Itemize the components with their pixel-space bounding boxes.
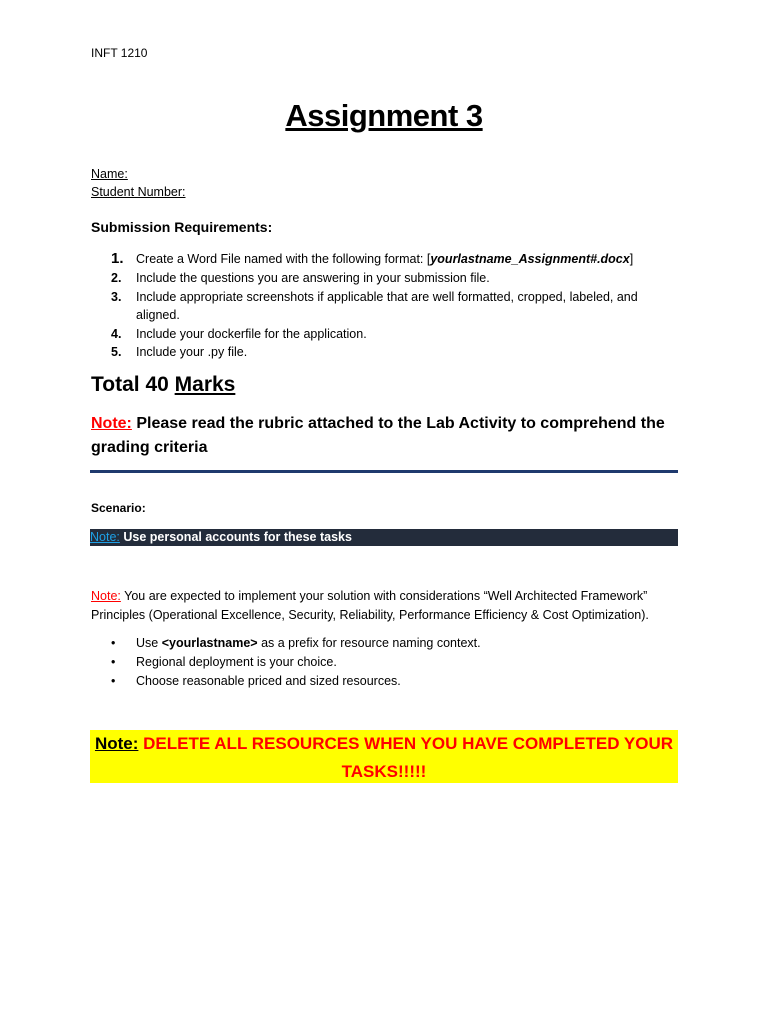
personal-note-text: Use personal accounts for these tasks xyxy=(119,530,352,544)
total-marks-word: Marks xyxy=(174,373,236,396)
bullet-text-end: as a prefix for resource naming context. xyxy=(257,636,481,650)
submission-list xyxy=(91,249,671,362)
list-text: Include your .py file. xyxy=(136,345,248,359)
list-item xyxy=(91,653,671,672)
submission-heading: Submission Requirements: xyxy=(91,219,273,235)
prefix-placeholder: <yourlastname> xyxy=(161,636,258,650)
list-text: Include your dockerfile for the application. xyxy=(136,326,367,341)
list-number: 4. xyxy=(111,326,122,341)
delete-resources-note xyxy=(90,730,678,783)
student-number-label: Student Number: xyxy=(91,185,186,199)
list-text: Include appropriate screenshots if applicable that are well formatted, cropped, labeled, and aligned. xyxy=(136,289,638,322)
name-label: Name: xyxy=(91,167,128,181)
bullet-text: Use xyxy=(136,636,162,650)
list-item xyxy=(91,249,671,269)
rubric-note-text: Please read the rubric attached to the Lab Activity to comprehend the grading criteria xyxy=(91,415,665,456)
page-title: Assignment 3 xyxy=(285,98,483,133)
rubric-note xyxy=(91,412,681,460)
list-item xyxy=(91,288,671,325)
scenario-label: Scenario: xyxy=(91,501,146,515)
personal-accounts-note xyxy=(90,529,678,546)
delete-note-text: DELETE ALL RESOURCES WHEN YOU HAVE COMPLETED YOUR TASKS!!!!! xyxy=(138,734,674,781)
divider xyxy=(90,470,678,473)
bullet-icon: • xyxy=(111,674,116,688)
list-number: 2. xyxy=(111,271,122,285)
rubric-note-label: Note: xyxy=(91,415,132,432)
total-prefix: Total 40 xyxy=(91,373,175,396)
list-number: 1. xyxy=(111,250,124,267)
list-item xyxy=(91,343,671,362)
guidelines-list xyxy=(91,634,671,691)
list-text: Create a Word File named with the following format: [ xyxy=(136,252,431,266)
framework-note xyxy=(91,587,681,625)
list-number: 3. xyxy=(111,289,122,304)
list-item xyxy=(91,269,671,288)
bullet-text: Choose reasonable priced and sized resources. xyxy=(136,674,401,688)
list-text-end: ] xyxy=(629,252,634,266)
personal-note-label: Note: xyxy=(90,530,120,544)
list-number: 5. xyxy=(111,345,122,359)
list-item xyxy=(91,634,671,653)
bullet-text: Regional deployment is your choice. xyxy=(136,655,337,669)
file-format: yourlastname_Assignment#.docx xyxy=(430,252,630,266)
list-item xyxy=(91,325,671,344)
delete-note-label: Note: xyxy=(94,734,139,753)
total-marks xyxy=(91,373,235,397)
bullet-icon: • xyxy=(111,655,116,669)
framework-note-text: You are expected to implement your solution with considerations “Well Architected Framework” Principles (Operational Excellence, Security, Reliability, Performance Efficiency & Cost Optimization). xyxy=(91,589,649,622)
list-text: Include the questions you are answering in your submission file. xyxy=(136,271,490,285)
course-code: INFT 1210 xyxy=(91,46,148,60)
list-item xyxy=(91,672,671,691)
framework-note-label: Note: xyxy=(91,589,121,603)
bullet-icon: • xyxy=(111,636,116,650)
